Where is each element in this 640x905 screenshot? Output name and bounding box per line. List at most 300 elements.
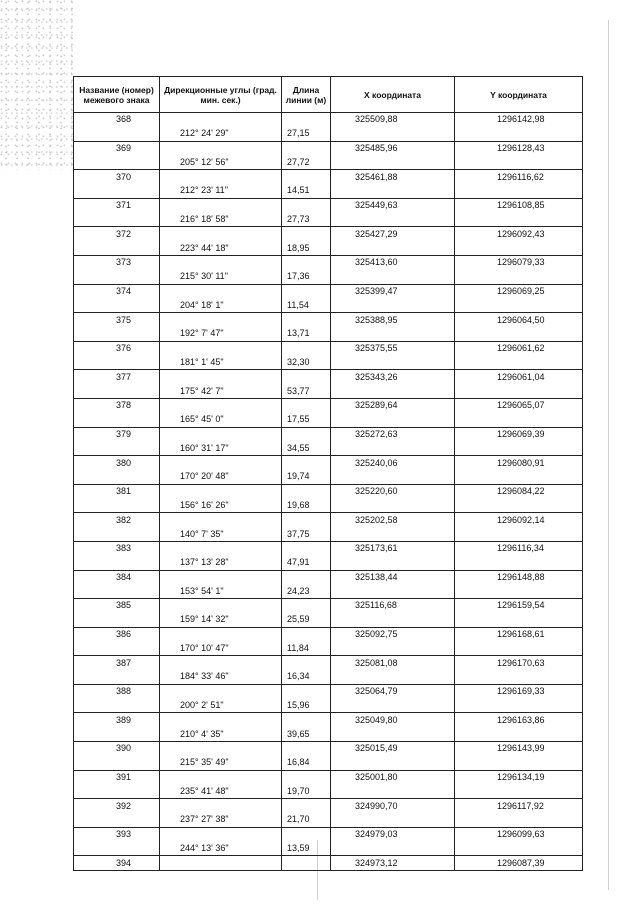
empty-cell [74,556,160,570]
empty-cell [331,298,455,312]
x-coordinate: 325375,55 [331,341,455,355]
empty-cell [455,184,583,198]
point-name: 382 [74,513,160,527]
empty-cell [282,227,331,241]
empty-cell [331,213,455,227]
line-length: 34,55 [282,441,331,455]
empty-cell [74,727,160,741]
header-y-coordinate: Y координата [455,77,583,113]
empty-cell [331,241,455,255]
empty-cell [74,784,160,798]
x-coordinate: 325343,26 [331,370,455,384]
x-coordinate: 325138,44 [331,570,455,584]
y-coordinate: 1296099,63 [455,827,583,841]
empty-cell [160,513,282,527]
table-row [74,799,583,813]
empty-cell [282,141,331,155]
table-row [74,384,583,398]
table-row [74,113,583,127]
line-length: 16,34 [282,670,331,684]
point-name: 373 [74,255,160,269]
empty-cell [282,627,331,641]
empty-cell [331,613,455,627]
empty-cell [74,184,160,198]
y-coordinate: 1296116,34 [455,541,583,555]
empty-cell [455,127,583,141]
empty-cell [160,398,282,412]
point-name: 384 [74,570,160,584]
header-length: Длина линии (м) [282,77,331,113]
empty-cell [331,756,455,770]
line-length: 19,74 [282,470,331,484]
empty-cell [282,398,331,412]
empty-cell [74,298,160,312]
point-name: 388 [74,684,160,698]
line-length: 47,91 [282,556,331,570]
empty-cell [455,270,583,284]
line-length: 17,36 [282,270,331,284]
table-row [74,513,583,527]
point-name: 372 [74,227,160,241]
y-coordinate: 1296079,33 [455,255,583,269]
x-coordinate: 325202,58 [331,513,455,527]
empty-cell [74,327,160,341]
point-name: 394 [74,856,160,871]
x-coordinate: 325413,60 [331,255,455,269]
empty-cell [331,270,455,284]
bearing-angle: 165° 45' 0" [160,413,282,427]
bearing-angle: 237° 27' 38" [160,813,282,827]
empty-cell [74,842,160,856]
bearing-angle: 216° 18' 58" [160,213,282,227]
empty-cell [455,499,583,513]
x-coordinate: 325049,80 [331,713,455,727]
x-coordinate: 325173,61 [331,541,455,555]
empty-cell [160,284,282,298]
empty-cell [74,813,160,827]
empty-cell [331,842,455,856]
empty-cell [282,541,331,555]
empty-cell [160,827,282,841]
table-row [74,842,583,856]
empty-cell [74,441,160,455]
empty-cell [331,127,455,141]
empty-cell [331,556,455,570]
line-length: 16,84 [282,756,331,770]
x-coordinate: 325272,63 [331,427,455,441]
line-length: 25,59 [282,613,331,627]
empty-cell [282,313,331,327]
empty-cell [160,799,282,813]
empty-cell [282,856,331,871]
table-row [74,541,583,555]
table-row [74,856,583,871]
bearing-angle: 160° 31' 17" [160,441,282,455]
y-coordinate: 1296061,62 [455,341,583,355]
line-length: 39,65 [282,727,331,741]
empty-cell [455,670,583,684]
y-coordinate: 1296134,19 [455,770,583,784]
line-length: 18,95 [282,241,331,255]
point-name: 371 [74,198,160,212]
table-row [74,599,583,613]
bearing-angle: 210° 4' 35" [160,727,282,741]
y-coordinate: 1296069,39 [455,427,583,441]
bearing-angle: 212° 24' 29" [160,127,282,141]
bearing-angle: 153° 54' 1" [160,584,282,598]
y-coordinate: 1296143,99 [455,742,583,756]
x-coordinate: 325081,08 [331,656,455,670]
empty-cell [282,341,331,355]
table-row [74,742,583,756]
table-row [74,341,583,355]
x-coordinate: 325399,47 [331,284,455,298]
empty-cell [74,699,160,713]
empty-cell [74,613,160,627]
bearing-angle: 215° 30' 11" [160,270,282,284]
point-name: 389 [74,713,160,727]
empty-cell [455,327,583,341]
empty-cell [331,327,455,341]
line-length: 19,70 [282,784,331,798]
table-row [74,170,583,184]
point-name: 380 [74,456,160,470]
point-name: 386 [74,627,160,641]
y-coordinate: 1296142,98 [455,113,583,127]
table-row [74,184,583,198]
empty-cell [455,298,583,312]
empty-cell [282,684,331,698]
x-coordinate: 325485,96 [331,141,455,155]
table-row [74,298,583,312]
point-name: 374 [74,284,160,298]
table-row [74,656,583,670]
y-coordinate: 1296092,43 [455,227,583,241]
empty-cell [455,784,583,798]
empty-cell [74,470,160,484]
empty-cell [455,155,583,169]
empty-cell [74,499,160,513]
y-coordinate: 1296065,07 [455,398,583,412]
empty-cell [455,756,583,770]
bearing-angle: 244° 13' 36" [160,842,282,856]
empty-cell [74,584,160,598]
empty-cell [160,341,282,355]
x-coordinate: 325388,95 [331,313,455,327]
y-coordinate: 1296148,88 [455,570,583,584]
bearing-angle: 235° 41' 48" [160,784,282,798]
point-name: 390 [74,742,160,756]
empty-cell [160,541,282,555]
y-coordinate: 1296168,61 [455,627,583,641]
bearing-angle: 184° 33' 46" [160,670,282,684]
empty-cell [160,713,282,727]
bearing-angle: 212° 23' 11" [160,184,282,198]
line-length: 11,54 [282,298,331,312]
scan-fold-line [608,20,609,890]
empty-cell [282,513,331,527]
x-coordinate: 325220,60 [331,484,455,498]
table-row [74,784,583,798]
point-name: 370 [74,170,160,184]
empty-cell [282,456,331,470]
empty-cell [160,170,282,184]
empty-cell [331,470,455,484]
header-bearing: Дирекционные углы (град. мин. сек.) [160,77,282,113]
empty-cell [160,684,282,698]
table-row [74,456,583,470]
bearing-angle: 170° 20' 48" [160,470,282,484]
empty-cell [331,384,455,398]
empty-cell [282,599,331,613]
y-coordinate: 1296092,14 [455,513,583,527]
y-coordinate: 1296163,86 [455,713,583,727]
empty-cell [74,756,160,770]
empty-cell [331,727,455,741]
empty-cell [160,370,282,384]
table-row [74,213,583,227]
empty-cell [455,727,583,741]
bearing-angle: 156° 16' 26" [160,499,282,513]
table-row [74,284,583,298]
empty-cell [160,742,282,756]
line-length: 13,59 [282,842,331,856]
table-row [74,699,583,713]
line-length: 32,30 [282,356,331,370]
empty-cell [282,770,331,784]
empty-cell [331,527,455,541]
table-row [74,556,583,570]
table-row [74,413,583,427]
empty-cell [282,656,331,670]
point-name: 368 [74,113,160,127]
y-coordinate: 1296117,92 [455,799,583,813]
point-name: 381 [74,484,160,498]
empty-cell [74,155,160,169]
x-coordinate: 325001,80 [331,770,455,784]
empty-cell [455,613,583,627]
empty-cell [160,770,282,784]
y-coordinate: 1296084,22 [455,484,583,498]
table-row [74,527,583,541]
empty-cell [331,584,455,598]
bearing-angle: 159° 14' 32" [160,613,282,627]
point-name: 393 [74,827,160,841]
table-row [74,227,583,241]
point-name: 383 [74,541,160,555]
empty-cell [160,856,282,871]
empty-cell [331,356,455,370]
x-coordinate: 325064,79 [331,684,455,698]
table-row [74,370,583,384]
empty-cell [331,813,455,827]
header-x-coordinate: X координата [331,77,455,113]
bearing-angle: 181° 1' 45" [160,356,282,370]
table-row [74,584,583,598]
empty-cell [282,742,331,756]
empty-cell [331,155,455,169]
empty-cell [455,470,583,484]
empty-cell [282,427,331,441]
table-row [74,198,583,212]
bearing-angle: 205° 12' 56" [160,155,282,169]
y-coordinate: 1296087,39 [455,856,583,871]
empty-cell [331,499,455,513]
x-coordinate: 324973,12 [331,856,455,871]
table-row [74,127,583,141]
table-row [74,570,583,584]
x-coordinate: 324990,70 [331,799,455,813]
empty-cell [74,413,160,427]
line-length: 53,77 [282,384,331,398]
empty-cell [455,413,583,427]
empty-cell [455,641,583,655]
table-row [74,770,583,784]
empty-cell [455,213,583,227]
point-name: 387 [74,656,160,670]
empty-cell [74,384,160,398]
bearing-angle: 192° 7' 47" [160,327,282,341]
table-row [74,141,583,155]
table-row [74,270,583,284]
empty-cell [74,641,160,655]
table-row [74,641,583,655]
table-row [74,670,583,684]
empty-cell [74,213,160,227]
table-row [74,441,583,455]
line-length: 24,23 [282,584,331,598]
bearing-angle: 175° 42' 7" [160,384,282,398]
table-body [74,113,583,871]
x-coordinate: 325116,68 [331,599,455,613]
table-row [74,727,583,741]
empty-cell [455,241,583,255]
table-row [74,313,583,327]
y-coordinate: 1296128,43 [455,141,583,155]
empty-cell [282,827,331,841]
empty-cell [282,198,331,212]
table-row [74,398,583,412]
empty-cell [455,813,583,827]
empty-cell [331,184,455,198]
line-length: 19,68 [282,499,331,513]
table-row [74,484,583,498]
empty-cell [74,127,160,141]
boundary-coordinates-table [73,76,583,871]
table-row [74,241,583,255]
point-name: 369 [74,141,160,155]
table-row [74,255,583,269]
y-coordinate: 1296108,85 [455,198,583,212]
empty-cell [282,570,331,584]
y-coordinate: 1296069,25 [455,284,583,298]
empty-cell [74,670,160,684]
x-coordinate: 325092,75 [331,627,455,641]
bearing-angle: 140° 7' 35" [160,527,282,541]
x-coordinate: 325449,63 [331,198,455,212]
empty-cell [160,141,282,155]
empty-cell [455,356,583,370]
point-name: 378 [74,398,160,412]
table-row [74,627,583,641]
line-length: 17,55 [282,413,331,427]
empty-cell [455,384,583,398]
x-coordinate: 325427,29 [331,227,455,241]
x-coordinate: 325509,88 [331,113,455,127]
y-coordinate: 1296169,33 [455,684,583,698]
empty-cell [455,527,583,541]
empty-cell [331,699,455,713]
line-length: 27,15 [282,127,331,141]
empty-cell [455,842,583,856]
empty-cell [331,413,455,427]
empty-cell [160,570,282,584]
empty-cell [74,356,160,370]
table-row [74,499,583,513]
empty-cell [160,656,282,670]
table-row [74,613,583,627]
empty-cell [455,699,583,713]
empty-cell [160,456,282,470]
y-coordinate: 1296080,91 [455,456,583,470]
table-row [74,813,583,827]
table-row [74,356,583,370]
point-name: 392 [74,799,160,813]
empty-cell [282,113,331,127]
line-length: 37,75 [282,527,331,541]
empty-cell [160,627,282,641]
bearing-angle: 200° 2' 51" [160,699,282,713]
table-header-row [74,77,583,113]
bearing-angle: 137° 13' 28" [160,556,282,570]
empty-cell [160,255,282,269]
empty-cell [282,284,331,298]
bearing-angle: 204° 18' 1" [160,298,282,312]
empty-cell [160,484,282,498]
empty-cell [455,556,583,570]
scan-noise [0,0,75,170]
empty-cell [282,370,331,384]
empty-cell [160,599,282,613]
line-length: 15,96 [282,699,331,713]
empty-cell [282,170,331,184]
empty-cell [282,713,331,727]
empty-cell [74,527,160,541]
y-coordinate: 1296170,63 [455,656,583,670]
empty-cell [282,799,331,813]
x-coordinate: 325240,06 [331,456,455,470]
line-length: 21,70 [282,813,331,827]
line-length: 27,73 [282,213,331,227]
x-coordinate: 325289,64 [331,398,455,412]
point-name: 375 [74,313,160,327]
empty-cell [331,441,455,455]
y-coordinate: 1296159,54 [455,599,583,613]
bearing-angle: 170° 10' 47" [160,641,282,655]
empty-cell [331,784,455,798]
table-row [74,827,583,841]
table-row [74,155,583,169]
x-coordinate: 325015,49 [331,742,455,756]
line-length: 27,72 [282,155,331,169]
point-name: 391 [74,770,160,784]
empty-cell [160,313,282,327]
point-name: 385 [74,599,160,613]
table-row [74,327,583,341]
empty-cell [455,584,583,598]
empty-cell [160,227,282,241]
table-row [74,470,583,484]
